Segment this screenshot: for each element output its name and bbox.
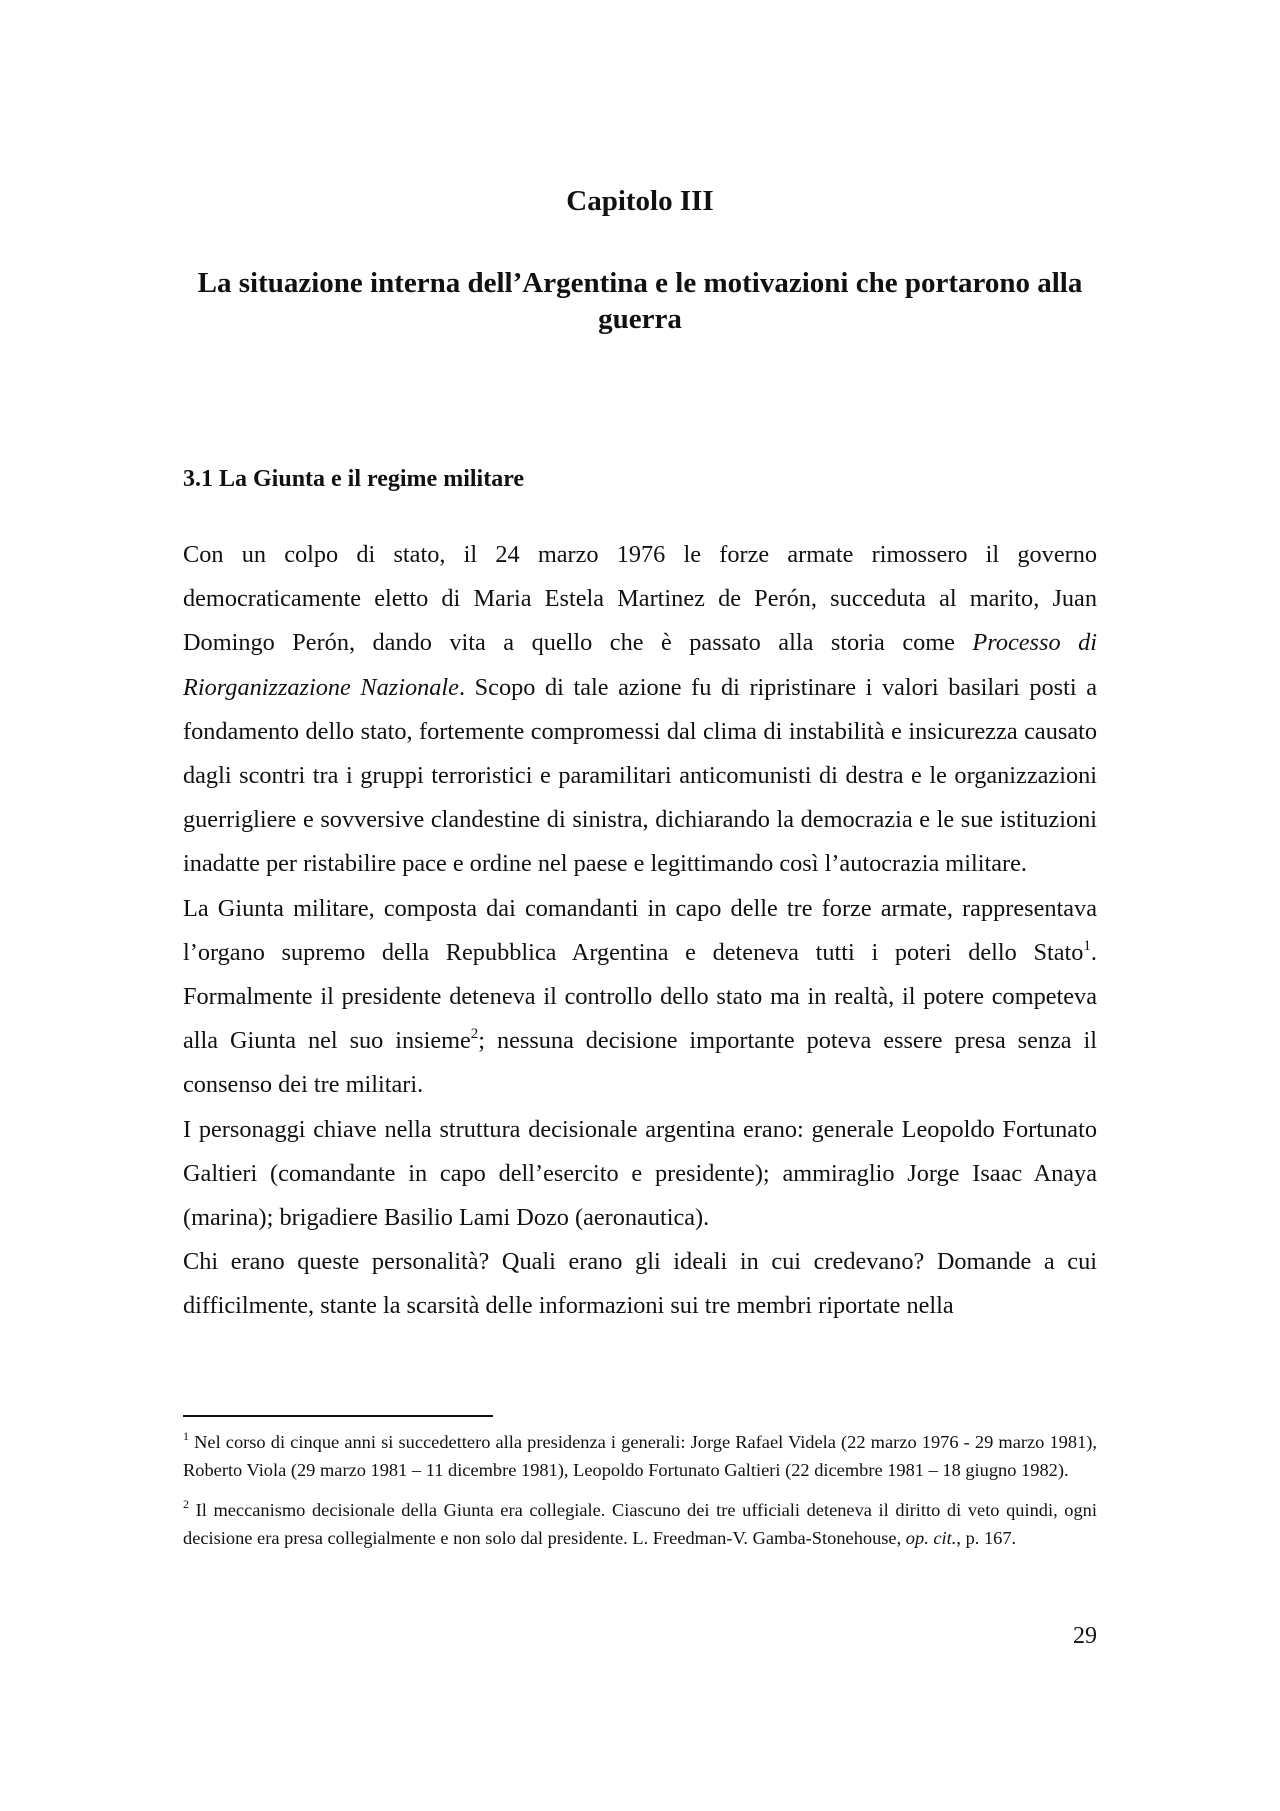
paragraph-text: Con un colpo di stato, il 24 marzo 1976 le forze armate rimossero il governo democraticamente eletto di Maria Estela Martinez de Perón, succeduta al marito, Juan Domingo Perón, dando vita a quello che è passato alla storia come [183, 541, 1097, 657]
chapter-title: Capitolo III [566, 185, 714, 217]
footnote-ref-1[interactable]: 1 [1083, 937, 1091, 954]
footnote-mark-1: 1 [183, 1429, 189, 1443]
footnote-text: Nel corso di cinque anni si succedettero alla presidenza i generali: Jorge Rafael Videla (22 marzo 1976 - 29 marzo 1981), Roberto Viola (29 marzo 1981 – 11 dicembre 1981), Leopoldo Fortunato Galtieri (22 dicembre 1981 – 18 giugno 1982). [183, 1432, 1097, 1480]
footnote-ref-2[interactable]: 2 [470, 1026, 479, 1043]
italic-term: Processo di Riorganizzazione Nazionale [183, 629, 1097, 701]
paragraph-text: ; nessuna decisione importante poteva essere presa senza il consenso dei tre militari. [183, 1027, 1097, 1099]
paragraph-text: . Scopo di tale azione fu di ripristinare i valori basilari posti a fondamento dello stato, fortemente compromessi dal clima di instabilità e insicurezza causato dagli scontri tra i gruppi terroristici e paramilitari anticomunisti di destra e le organizzazioni guerrigliere e sovversive clandestine di sinistra, dichiarando la democrazia e le sue istituzioni inadatte per ristabilire pace e ordine nel paese e legittimando così l’autocrazia militare. [183, 673, 1097, 878]
footnote-text: Il meccanismo decisionale della Giunta era collegiale. Ciascuno dei tre ufficiali deteneva il diritto di veto quindi, ogni decisione era presa collegialmente e non solo dal presidente. L. Freedman-V. Gamba-Stonehouse, [183, 1500, 1097, 1548]
footnotes [183, 1429, 1097, 1565]
paragraph-coup [183, 533, 1097, 887]
paragraph-text: . Formalmente il presidente deteneva il controllo dello stato ma in realtà, il potere competeva alla Giunta nel suo insieme [183, 938, 1097, 1055]
page-number: 29 [1073, 1623, 1097, 1649]
footnote-citation-italic: op. cit. [905, 1527, 957, 1548]
paragraph-junta [183, 887, 1097, 1108]
footnote-2 [183, 1497, 1097, 1552]
body-text [183, 533, 1097, 1329]
paragraph-questions: Chi erano queste personalità? Quali erano gli ideali in cui credevano? Domande a cui difficilmente, stante la scarsità delle informazioni sui tre membri riportate nella [183, 1248, 1097, 1320]
footnote-text: , p. 167. [956, 1527, 1017, 1548]
section-heading: 3.1 La Giunta e il regime militare [183, 466, 525, 492]
paragraph-text: La Giunta militare, composta dai comandanti in capo delle tre forze armate, rappresentava l’organo supremo della Repubblica Argentina e deteneva tutti i poteri dello Stato [183, 894, 1097, 966]
chapter-subtitle: La situazione interna dell’Argentina e le motivazioni che portarono alla guerra [197, 267, 1083, 335]
footnote-separator [183, 1415, 493, 1417]
footnote-mark-2: 2 [183, 1497, 189, 1512]
footnote-1 [183, 1429, 1097, 1484]
paragraph-key-figures: I personaggi chiave nella struttura decisionale argentina erano: generale Leopoldo Fortunato Galtieri (comandante in capo dell’esercito e presidente); ammiraglio Jorge Isaac Anaya (marina); brigadiere Basilio Lami Dozo (aeronautica). [183, 1115, 1097, 1232]
